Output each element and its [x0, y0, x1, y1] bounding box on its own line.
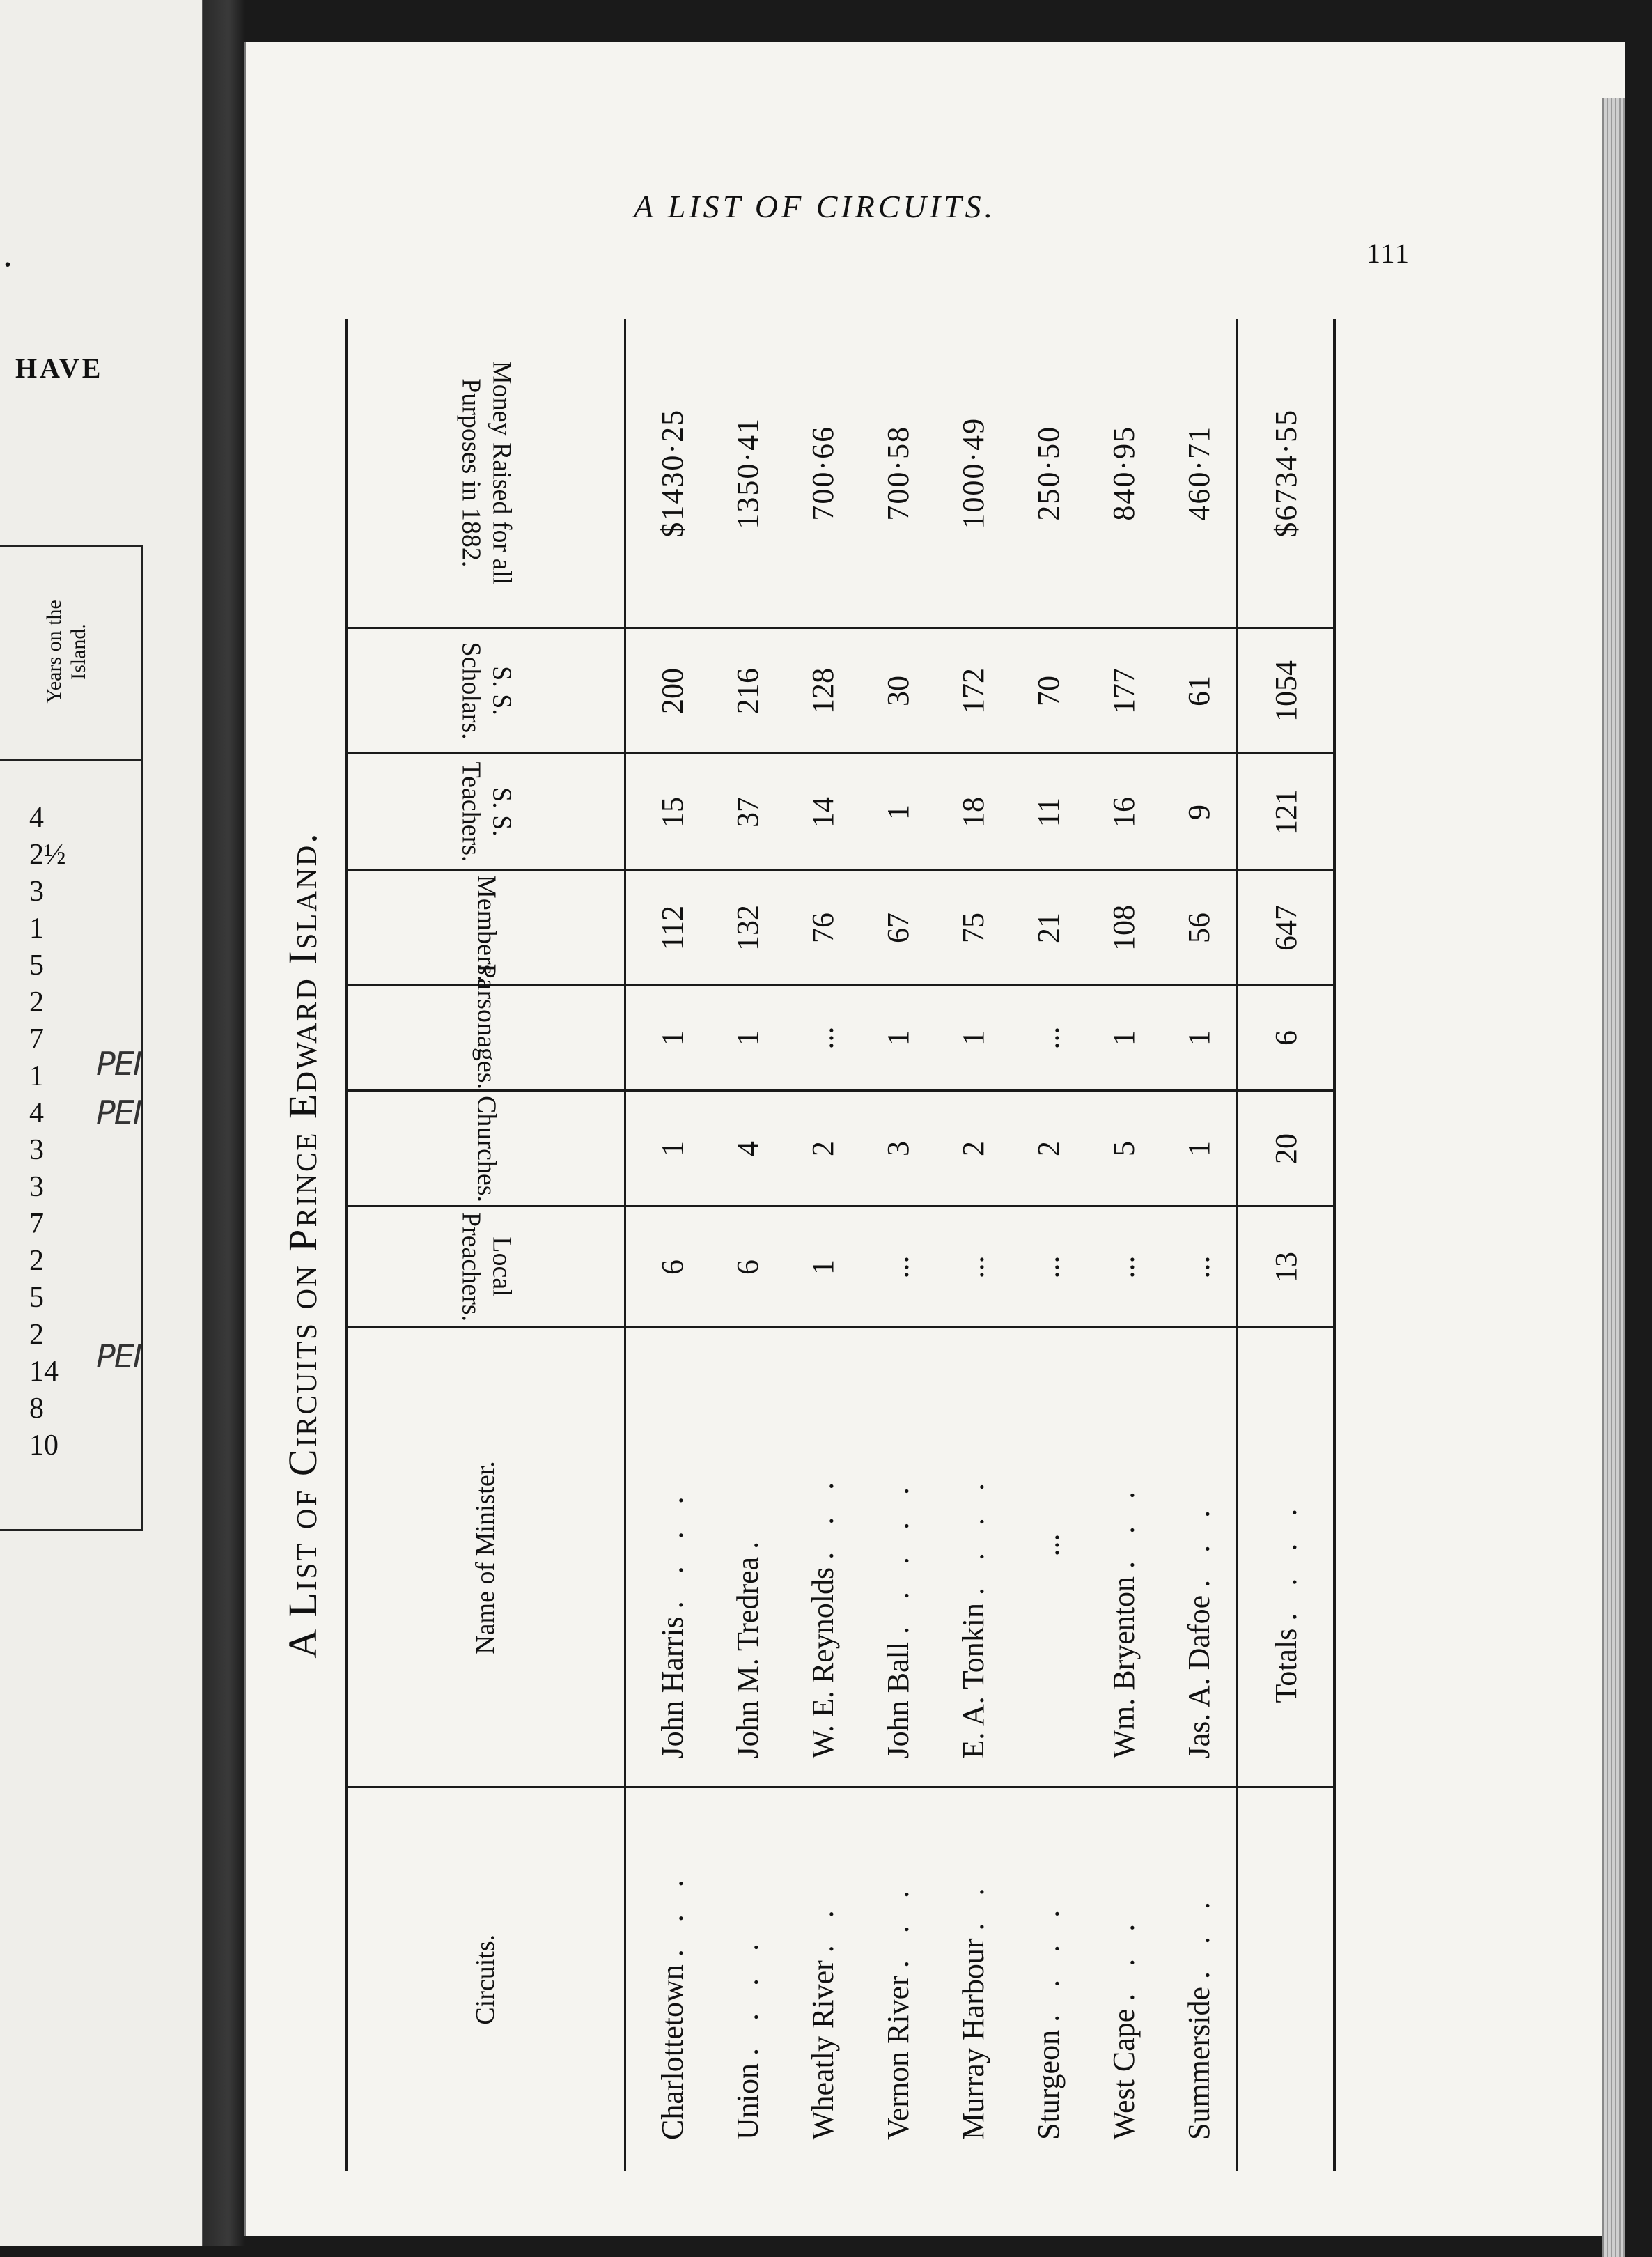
- cell-local-preachers: ...: [1011, 1207, 1086, 1328]
- table-row: [710, 319, 785, 2171]
- years-value: 2: [29, 1319, 44, 1351]
- cell-money: 1000·49: [956, 417, 990, 529]
- cell-money: 700·58: [880, 425, 915, 521]
- years-value: 3: [29, 1134, 44, 1166]
- cell-members: 21: [1011, 871, 1086, 985]
- cell-members: 67: [860, 871, 935, 985]
- cell-ss-teachers: 37: [710, 754, 785, 871]
- header-money: Money Raised for all Purposes in 1882.: [347, 319, 625, 628]
- cell-parsonages: 1: [860, 985, 935, 1091]
- table-row: [1086, 319, 1161, 2171]
- rotated-table-block: [259, 319, 1464, 2171]
- book-gutter-shadow: [203, 0, 245, 2246]
- cell-circuit: Charlottetown . . .: [625, 1787, 710, 2171]
- header-minister: Name of Minister.: [347, 1328, 625, 1787]
- cell-minister: John M. Tredrea .: [710, 1328, 785, 1787]
- cell-local-preachers: 6: [625, 1207, 710, 1328]
- left-page-dot: .: [3, 232, 13, 275]
- header-local-preachers: Local Preachers.: [347, 1207, 625, 1328]
- running-head: A LIST OF CIRCUITS.: [634, 189, 997, 224]
- cell-churches: 4: [710, 1091, 785, 1207]
- cell-circuit: Summerside . . .: [1161, 1787, 1238, 2171]
- cell-members: 75: [935, 871, 1011, 985]
- cell-ss-scholars: 177: [1086, 628, 1161, 754]
- cell-minister: W. E. Reynolds . . .: [785, 1328, 860, 1787]
- cell-totals-label: Totals . . . .: [1238, 1328, 1335, 1787]
- table-row: [785, 319, 860, 2171]
- header-ss-scholars: S. S. Scholars.: [347, 628, 625, 754]
- cell-ss-scholars: 30: [860, 628, 935, 754]
- total-ss-scholars: 1054: [1238, 628, 1335, 754]
- cell-money: 840·95: [1106, 425, 1141, 521]
- cell-totals-empty: [1238, 1787, 1335, 2171]
- left-table-rule: [0, 759, 141, 761]
- cell-churches: 2: [785, 1091, 860, 1207]
- years-value: 1: [29, 913, 44, 945]
- cell-ss-teachers: 16: [1086, 754, 1161, 871]
- header-circuits: Circuits.: [347, 1787, 625, 2171]
- cell-parsonages: 1: [1161, 985, 1238, 1091]
- cell-ss-scholars: 61: [1161, 628, 1238, 754]
- years-value: 2: [29, 1245, 44, 1277]
- cell-parsonages: 1: [710, 985, 785, 1091]
- cell-churches: 2: [935, 1091, 1011, 1207]
- cell-ss-teachers: 15: [625, 754, 710, 871]
- handwritten-annotation: PEI: [96, 1094, 141, 1131]
- years-value: 5: [29, 949, 44, 982]
- cell-ss-teachers: 9: [1161, 754, 1238, 871]
- cell-churches: 1: [1161, 1091, 1238, 1207]
- table-header-row: [347, 319, 625, 2171]
- cell-money: $1430·25: [655, 408, 689, 538]
- cell-parsonages: ...: [785, 985, 860, 1091]
- header-churches: Churches.: [347, 1091, 625, 1207]
- cell-circuit: Union . . . .: [710, 1787, 785, 2171]
- cell-local-preachers: ...: [860, 1207, 935, 1328]
- table-title: A List of Circuits on Prince Edward Island.: [279, 831, 325, 1659]
- cell-churches: 1: [625, 1091, 710, 1207]
- cell-minister: Jas. A. Dafoe . . .: [1161, 1328, 1238, 1787]
- years-value: 7: [29, 1208, 44, 1240]
- total-local-preachers: 13: [1238, 1207, 1335, 1328]
- total-ss-teachers: 121: [1238, 754, 1335, 871]
- cell-circuit: Vernon River . . .: [860, 1787, 935, 2171]
- cell-members: 132: [710, 871, 785, 985]
- total-parsonages: 6: [1238, 985, 1335, 1091]
- cell-parsonages: 1: [935, 985, 1011, 1091]
- cell-parsonages: 1: [1086, 985, 1161, 1091]
- cell-money: 460·71: [1181, 425, 1216, 521]
- cell-ss-scholars: 200: [625, 628, 710, 754]
- left-page-fragment: [0, 0, 206, 2246]
- cell-churches: 5: [1086, 1091, 1161, 1207]
- years-value: 2½: [29, 839, 66, 871]
- table-row: [935, 319, 1011, 2171]
- header-ss-teachers: S. S. Teachers.: [347, 754, 625, 871]
- cell-churches: 2: [1011, 1091, 1086, 1207]
- cell-money: 700·66: [805, 425, 840, 521]
- totals-row: [1238, 319, 1335, 2171]
- cell-circuit: Wheatly River . .: [785, 1787, 860, 2171]
- cell-minister: John Harris . . . .: [625, 1328, 710, 1787]
- cell-parsonages: 1: [625, 985, 710, 1091]
- years-value: 10: [29, 1429, 59, 1461]
- table-row: [1011, 319, 1086, 2171]
- page-edges: [1602, 98, 1625, 2257]
- cell-ss-teachers: 18: [935, 754, 1011, 871]
- cell-local-preachers: ...: [935, 1207, 1011, 1328]
- table-row: [860, 319, 935, 2171]
- years-value: 7: [29, 1023, 44, 1055]
- cell-ss-teachers: 1: [860, 754, 935, 871]
- left-page-heading-fragment: HAVE: [15, 352, 104, 384]
- cell-circuit: West Cape . . .: [1086, 1787, 1161, 2171]
- cell-members: 56: [1161, 871, 1238, 985]
- cell-members: 112: [625, 871, 710, 985]
- years-value: 5: [29, 1282, 44, 1314]
- years-column-header: Years on the Island.: [42, 599, 90, 704]
- cell-ss-scholars: 172: [935, 628, 1011, 754]
- cell-members: 76: [785, 871, 860, 985]
- cell-ss-scholars: 128: [785, 628, 860, 754]
- cell-minister: E. A. Tonkin . . . .: [935, 1328, 1011, 1787]
- header-members: Members.: [347, 871, 625, 985]
- cell-money: 250·50: [1031, 425, 1066, 521]
- table-row: [1161, 319, 1238, 2171]
- total-churches: 20: [1238, 1091, 1335, 1207]
- years-value: 3: [29, 876, 44, 908]
- page-number: 111: [1366, 238, 1411, 269]
- cell-churches: 3: [860, 1091, 935, 1207]
- years-value: 14: [29, 1356, 59, 1388]
- table-row: [625, 319, 710, 2171]
- cell-ss-teachers: 14: [785, 754, 860, 871]
- total-money: $6734·55: [1238, 319, 1335, 628]
- handwritten-annotation: PEI: [96, 1045, 141, 1083]
- cell-money: 1350·41: [730, 417, 765, 529]
- cell-minister: John Ball . . . . .: [860, 1328, 935, 1787]
- total-members: 647: [1238, 871, 1335, 985]
- cell-local-preachers: ...: [1161, 1207, 1238, 1328]
- cell-local-preachers: 1: [785, 1207, 860, 1328]
- cell-minister: Wm. Bryenton . . .: [1086, 1328, 1161, 1787]
- years-value: 4: [29, 802, 44, 834]
- circuits-table: [345, 319, 1336, 2171]
- years-value: 1: [29, 1060, 44, 1092]
- handwritten-annotation: PEI: [96, 1337, 141, 1375]
- cell-local-preachers: ...: [1086, 1207, 1161, 1328]
- years-value: 3: [29, 1171, 44, 1203]
- years-list: [29, 800, 78, 1464]
- cell-local-preachers: 6: [710, 1207, 785, 1328]
- cell-ss-teachers: 11: [1011, 754, 1086, 871]
- cell-minister: ...: [1011, 1328, 1086, 1787]
- years-value: 4: [29, 1097, 44, 1129]
- cell-circuit: Murray Harbour . .: [935, 1787, 1011, 2171]
- cell-members: 108: [1086, 871, 1161, 985]
- cell-parsonages: ...: [1011, 985, 1086, 1091]
- cell-circuit: Sturgeon . . . .: [1011, 1787, 1086, 2171]
- cell-ss-scholars: 70: [1011, 628, 1086, 754]
- header-parsonages: Parsonages.: [347, 985, 625, 1091]
- cell-ss-scholars: 216: [710, 628, 785, 754]
- years-value: 2: [29, 986, 44, 1018]
- years-value: 8: [29, 1393, 44, 1425]
